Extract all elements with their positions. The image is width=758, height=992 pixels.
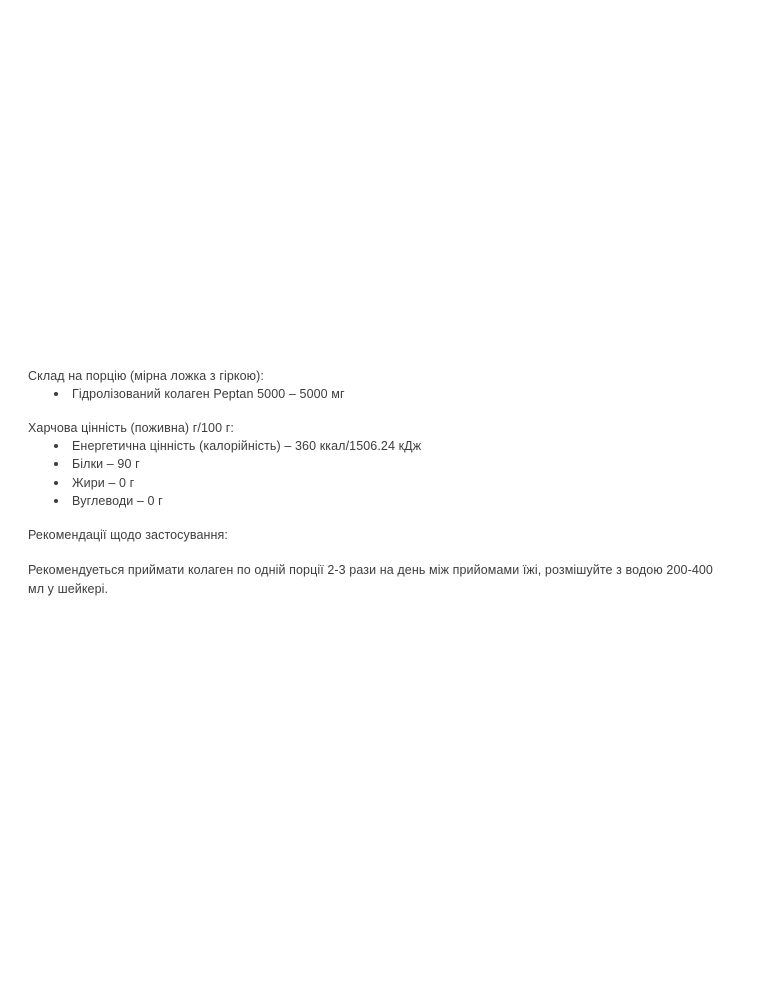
list-item: Білки – 90 г bbox=[54, 455, 728, 474]
recommendation-heading: Рекомендації щодо застосування: bbox=[28, 527, 228, 542]
recommendation-body: Рекомендуеться приймати колаген по одній порції 2-3 рази на день між прийомами їжі, розмішуйте з водою 200-400 мл у шейкері. bbox=[28, 562, 713, 596]
composition-heading: Склад на порцію (мірна ложка з гіркою): bbox=[28, 369, 264, 383]
list-item: Енергетична цінність (калорійність) – 360 ккал/1506.24 кДж bbox=[54, 437, 728, 456]
nutrition-list bbox=[28, 437, 728, 511]
list-item: Жири – 0 г bbox=[54, 474, 728, 493]
list-item: Гідролізований колаген Peptan 5000 – 5000 мг bbox=[54, 385, 728, 404]
nutrition-heading: Харчова цінність (поживна) г/100 г: bbox=[28, 420, 234, 435]
document-content bbox=[28, 368, 728, 611]
list-item: Вуглеводи – 0 г bbox=[54, 492, 728, 511]
composition-list bbox=[28, 385, 728, 404]
